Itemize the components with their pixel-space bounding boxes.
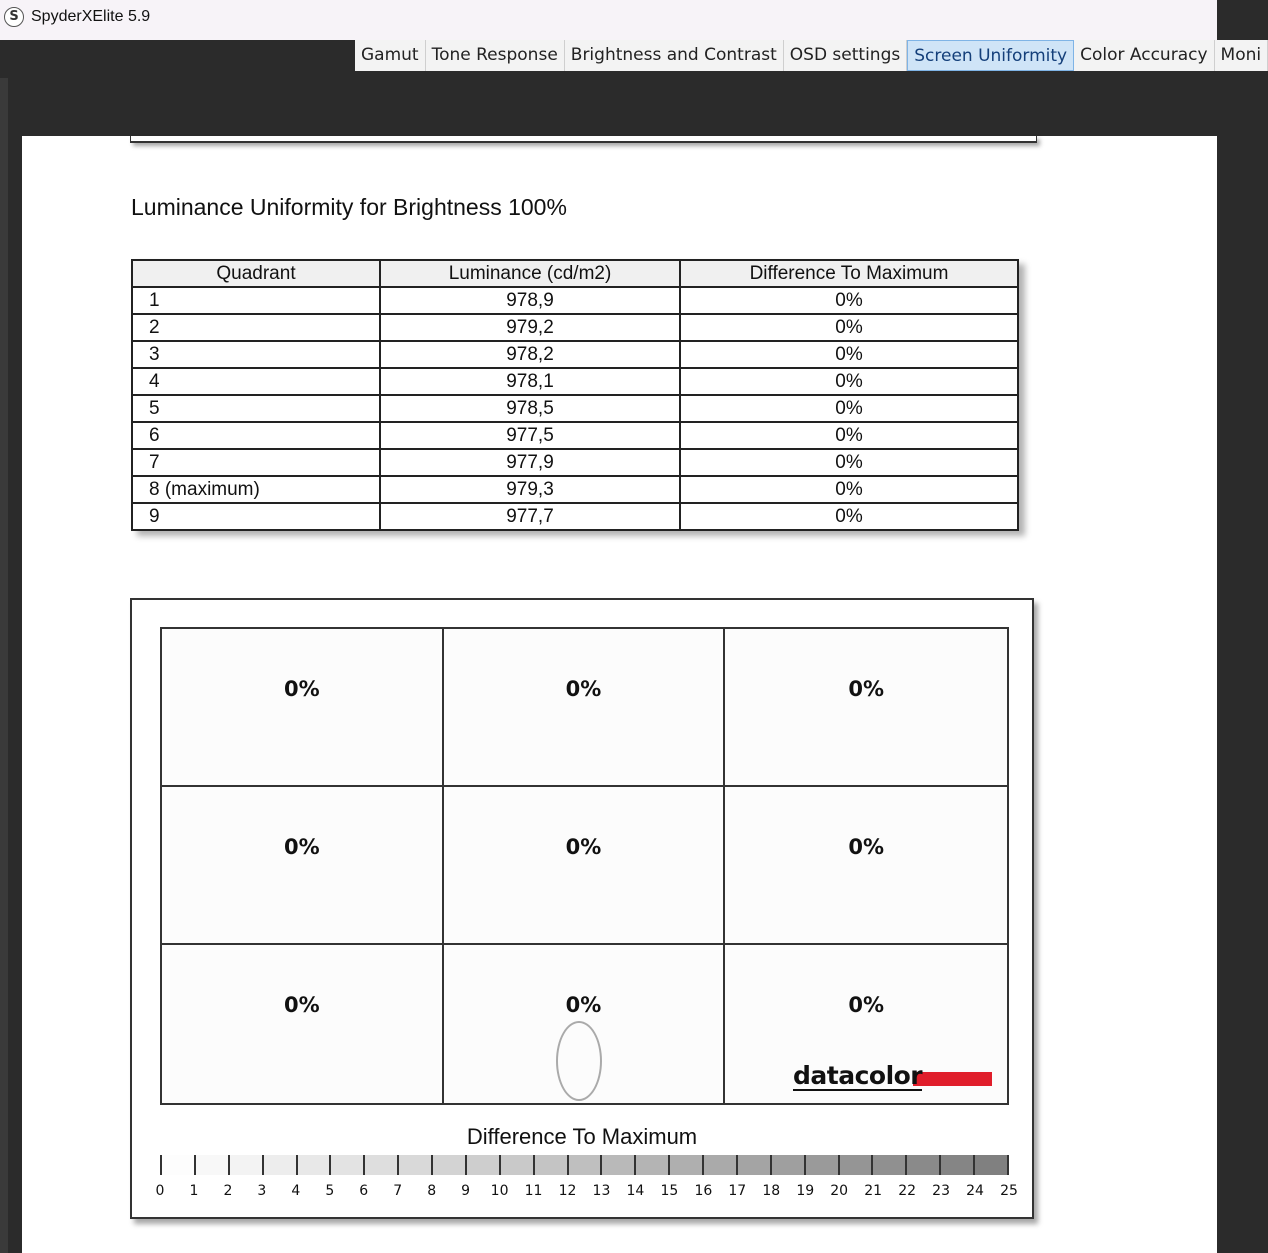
scale-segment (736, 1155, 770, 1175)
quadrant-8 (444, 945, 726, 1103)
quadrant-5 (444, 787, 726, 945)
scale-segment (194, 1155, 228, 1175)
report-tabs (355, 40, 1262, 71)
app-title: SpyderXElite 5.9 (31, 8, 151, 25)
quadrant-cell: 4 (132, 368, 380, 395)
table-header-row (132, 260, 1018, 287)
title-bar (0, 0, 1217, 40)
scale-segment (973, 1155, 1009, 1175)
quadrant-value: 0% (565, 835, 602, 859)
datacolor-logo (793, 1063, 993, 1093)
scale-tick-label: 23 (932, 1183, 950, 1199)
quadrant-value: 0% (848, 677, 884, 701)
difference-cell: 0% (680, 287, 1018, 314)
luminance-cell: 978,2 (380, 341, 680, 368)
quadrant-value: 0% (565, 677, 602, 701)
scale-tick-label: 5 (325, 1183, 335, 1199)
scale-tick-label: 15 (660, 1183, 679, 1199)
difference-cell: 0% (680, 368, 1018, 395)
tab-screen-uniformity[interactable]: Screen Uniformity (907, 40, 1074, 71)
difference-cell: 0% (680, 395, 1018, 422)
tab-moni[interactable]: Moni (1215, 40, 1268, 71)
scale-segment (397, 1155, 431, 1175)
scale-tick-label: 3 (257, 1183, 267, 1199)
quadrant-value: 0% (284, 835, 320, 859)
difference-cell: 0% (680, 341, 1018, 368)
scale-segment (804, 1155, 838, 1175)
tab-gamut[interactable]: Gamut (355, 40, 426, 71)
column-header: Difference To Maximum (680, 260, 1018, 287)
table-row (132, 503, 1018, 530)
scale-segment (668, 1155, 702, 1175)
scale-tick-label: 8 (427, 1183, 437, 1199)
luminance-cell: 978,5 (380, 395, 680, 422)
quadrant-4 (162, 787, 444, 945)
scale-tick-label: 9 (461, 1183, 471, 1199)
quadrant-grid (160, 627, 1009, 1105)
scale-tick-label: 7 (393, 1183, 403, 1199)
quadrant-value: 0% (284, 993, 320, 1017)
quadrant-cell: 8 (maximum) (132, 476, 380, 503)
table-row (132, 368, 1018, 395)
table-row (132, 476, 1018, 503)
luminance-cell: 979,2 (380, 314, 680, 341)
scale-tick-label: 14 (626, 1183, 645, 1199)
previous-section-box (130, 136, 1037, 143)
scale-segment (634, 1155, 668, 1175)
scale-segment (363, 1155, 397, 1175)
scale-tick-label: 19 (796, 1183, 815, 1199)
scale-segment (905, 1155, 939, 1175)
luminance-cell: 977,7 (380, 503, 680, 530)
scale-labels (155, 1183, 1018, 1203)
tab-osd-settings[interactable]: OSD settings (784, 40, 907, 71)
scale-tick-label: 25 (1000, 1183, 1018, 1199)
scale-segment (567, 1155, 601, 1175)
scale-tick-label: 11 (524, 1183, 543, 1199)
scale-segment (533, 1155, 567, 1175)
tab-brightness-and-contrast[interactable]: Brightness and Contrast (565, 40, 784, 71)
report-page (22, 136, 1217, 1253)
table-row (132, 422, 1018, 449)
scale-segment (329, 1155, 363, 1175)
scale-title: Difference To Maximum (466, 1124, 698, 1149)
scale-tick-label: 18 (762, 1183, 781, 1199)
scale-tick-label: 1 (189, 1183, 199, 1199)
quadrant-cell: 9 (132, 503, 380, 530)
quadrant-cell: 3 (132, 341, 380, 368)
app-icon: S (4, 7, 24, 27)
column-header: Quadrant (132, 260, 380, 287)
scale-segment (160, 1155, 194, 1175)
difference-cell: 0% (680, 422, 1018, 449)
quadrant-value: 0% (848, 993, 884, 1017)
quadrant-cell: 2 (132, 314, 380, 341)
scale-segment (871, 1155, 905, 1175)
table-row (132, 287, 1018, 314)
quadrant-value: 0% (284, 677, 320, 701)
scale-tick-label: 22 (898, 1183, 917, 1199)
difference-cell: 0% (680, 314, 1018, 341)
quadrant-cell: 6 (132, 422, 380, 449)
scale-segment (431, 1155, 465, 1175)
quadrant-value: 0% (848, 835, 884, 859)
scale-segment (499, 1155, 533, 1175)
scale-tick-label: 6 (359, 1183, 369, 1199)
scale-tick-label: 24 (966, 1183, 984, 1199)
difference-cell: 0% (680, 476, 1018, 503)
table-row (132, 395, 1018, 422)
scale-tick-label: 21 (864, 1183, 883, 1199)
luminance-cell: 977,5 (380, 422, 680, 449)
uniformity-chart (130, 598, 1034, 1219)
scale-segment (228, 1155, 262, 1175)
quadrant-cell: 1 (132, 287, 380, 314)
scale-segment (465, 1155, 499, 1175)
logo-text: datacolor (792, 1061, 923, 1090)
scale-tick-label: 12 (558, 1183, 577, 1199)
scale-segment (838, 1155, 872, 1175)
scale-tick-label: 2 (223, 1183, 233, 1199)
scale-tick-label: 17 (728, 1183, 747, 1199)
luminance-cell: 978,1 (380, 368, 680, 395)
quadrant-value: 0% (565, 993, 602, 1017)
quadrant-3 (725, 629, 1007, 787)
luminance-table (131, 259, 1019, 531)
quadrant-9 (725, 945, 1007, 1103)
difference-cell: 0% (680, 449, 1018, 476)
tab-tone-response[interactable]: Tone Response (426, 40, 565, 71)
scale-segment (770, 1155, 804, 1175)
scale-tick-label: 0 (155, 1183, 165, 1199)
scale-tick-label: 10 (490, 1183, 509, 1199)
tab-color-accuracy[interactable]: Color Accuracy (1074, 40, 1214, 71)
column-header: Luminance (cd/m2) (380, 260, 680, 287)
difference-cell: 0% (680, 503, 1018, 530)
left-border (0, 78, 8, 1253)
table-row (132, 449, 1018, 476)
sensor-outline (556, 1021, 602, 1101)
quadrant-6 (725, 787, 1007, 945)
scale-tick-label: 20 (830, 1183, 849, 1199)
luminance-cell: 977,9 (380, 449, 680, 476)
quadrant-2 (444, 629, 726, 787)
quadrant-cell: 7 (132, 449, 380, 476)
luminance-cell: 978,9 (380, 287, 680, 314)
scale-segment (262, 1155, 296, 1175)
scale-segment (702, 1155, 736, 1175)
scale-segment (296, 1155, 330, 1175)
quadrant-7 (162, 945, 444, 1103)
scale-tick-label: 16 (694, 1183, 713, 1199)
scale-bar (160, 1155, 1009, 1177)
section-heading: Luminance Uniformity for Brightness 100% (131, 194, 567, 220)
scale-tick-label: 13 (592, 1183, 611, 1199)
difference-scale (155, 1155, 1018, 1213)
table-row (132, 341, 1018, 368)
luminance-cell: 979,3 (380, 476, 680, 503)
scale-segment (939, 1155, 973, 1175)
quadrant-1 (162, 629, 444, 787)
logo-bar (913, 1072, 992, 1086)
table-row (132, 314, 1018, 341)
quadrant-cell: 5 (132, 395, 380, 422)
scale-tick-label: 4 (291, 1183, 301, 1199)
scale-segment (600, 1155, 634, 1175)
